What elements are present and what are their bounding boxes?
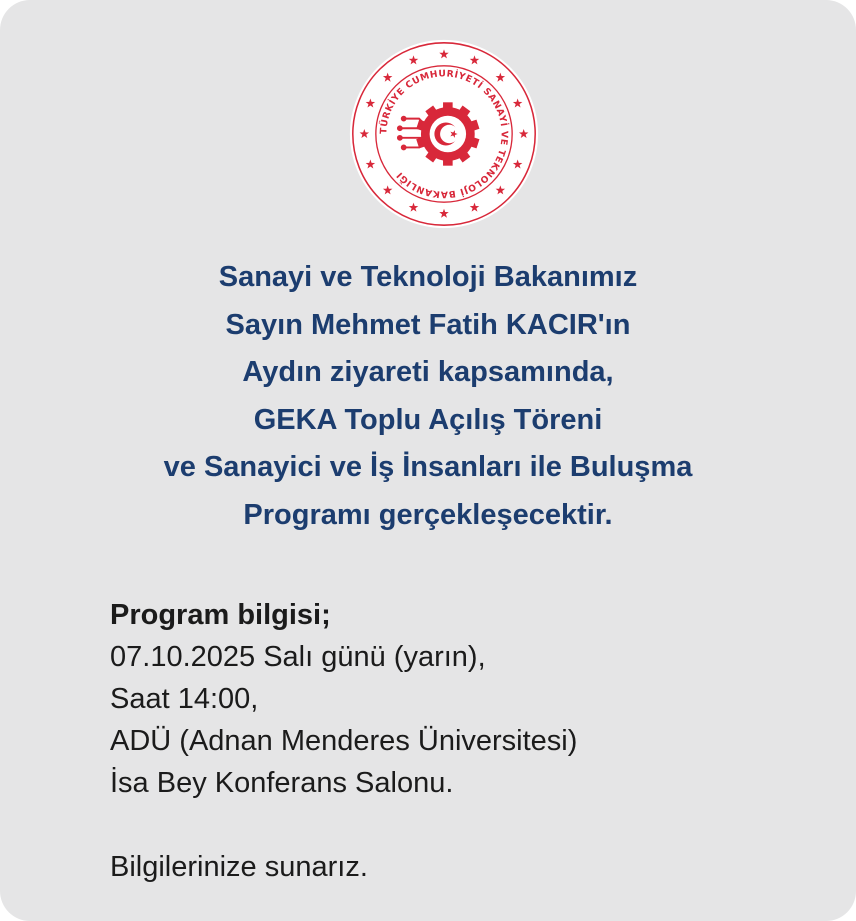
program-time: Saat 14:00, — [110, 683, 259, 715]
headline-line: Sanayi ve Teknoloji Bakanımız — [218, 261, 638, 293]
headline — [0, 254, 856, 539]
headline-line: GEKA Toplu Açılış Töreni — [253, 403, 603, 436]
seal-ring-text: TÜRKİYE CUMHURİYETİ SANAYİ VE TEKNOLOJİ BAKANLIĞI — [379, 69, 509, 199]
program-venue-line: ADÜ (Adnan Menderes Üniversitesi) — [110, 725, 578, 757]
headline-line: Sayın Mehmet Fatih KACIR'ın — [225, 308, 631, 341]
program-venue-line: İsa Bey Konferans Salonu. — [110, 767, 454, 799]
program-info-label: Program bilgisi; — [110, 599, 331, 631]
program-info — [110, 594, 577, 888]
program-date: 07.10.2025 Salı günü (yarın), — [110, 641, 486, 673]
ministry-seal-logo — [348, 38, 540, 230]
headline-line: Programı gerçekleşecektir. — [243, 498, 613, 531]
headline-line: Aydın ziyareti kapsamında, — [242, 356, 614, 388]
closing-text: Bilgilerinize sunarız. — [110, 851, 368, 883]
headline-line: ve Sanayici ve İş İnsanları ile Buluşma — [163, 451, 693, 483]
